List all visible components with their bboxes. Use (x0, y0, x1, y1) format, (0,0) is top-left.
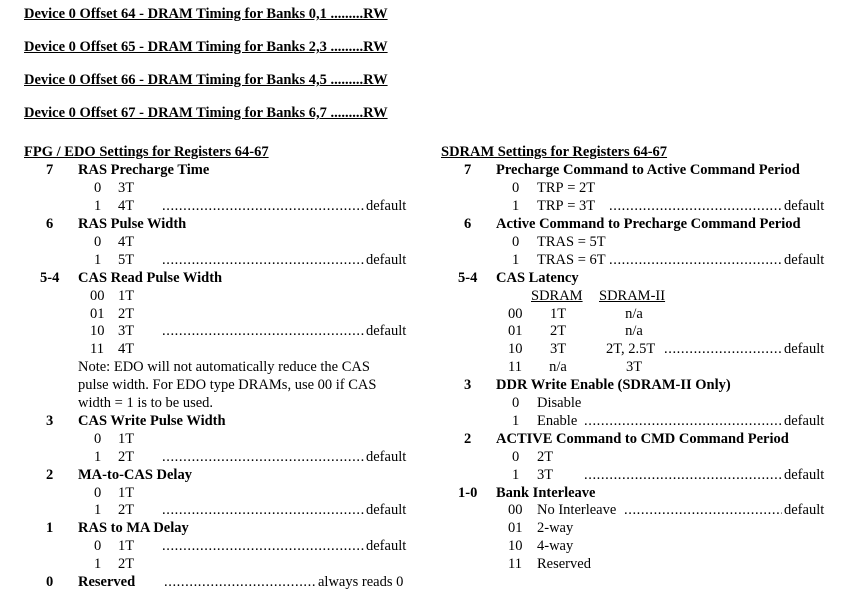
note-line: width = 1 is to be used. (78, 395, 214, 411)
option-code: 01 (508, 323, 523, 339)
bit-name: RAS Precharge Time (78, 162, 210, 178)
option-code: 1 (512, 198, 520, 214)
dot-leader (162, 323, 365, 340)
option-code: 10 (508, 538, 523, 554)
option-code: 0 (94, 538, 102, 554)
sdram-ii-value: 3T (625, 359, 643, 375)
sdram-value: 1T (549, 306, 567, 322)
register-header-64: Device 0 Offset 64 - DRAM Timing for Banks 0,1 .........RW (24, 6, 388, 22)
dot-leader (162, 198, 365, 215)
sdram-ii-value: n/a (625, 306, 643, 322)
option-code: 01 (508, 520, 523, 536)
bit-name: ACTIVE Command to CMD Command Period (496, 431, 789, 447)
option-code: 1 (94, 252, 102, 268)
column-header-sdram: SDRAM (531, 288, 583, 304)
sdram-section-title: SDRAM Settings for Registers 64-67 (441, 144, 668, 160)
option-value: 1T (118, 431, 135, 447)
option-code: 1 (94, 198, 102, 214)
option-value: 3T (118, 180, 135, 196)
option-code: 1 (94, 449, 102, 465)
option-code: 00 (90, 288, 105, 304)
default-marker: default (366, 502, 407, 518)
default-marker: default (366, 252, 407, 268)
register-header-67: Device 0 Offset 67 - DRAM Timing for Banks 6,7 .........RW (24, 105, 388, 121)
bit-number: 7 (464, 162, 472, 178)
option-value: 3T (118, 323, 135, 339)
option-value: TRAS = 6T (537, 252, 606, 268)
option-value: No Interleave (537, 502, 617, 518)
option-value: 2T (118, 556, 135, 572)
default-marker: default (784, 252, 825, 268)
option-value: Enable (537, 413, 578, 429)
bit-number: 0 (46, 574, 54, 590)
bit-name: RAS to MA Delay (78, 520, 189, 536)
option-value: 1T (118, 538, 135, 554)
bit-name: DDR Write Enable (SDRAM-II Only) (496, 377, 731, 393)
option-value: 2T (537, 449, 554, 465)
option-value: TRP = 3T (537, 198, 596, 214)
option-code: 1 (512, 467, 520, 483)
sdram-value: n/a (549, 359, 567, 375)
bit-number: 6 (46, 216, 54, 232)
default-marker: default (366, 538, 407, 554)
option-value: 4T (118, 341, 135, 357)
bit-number: 6 (464, 216, 472, 232)
option-code: 0 (512, 234, 520, 250)
option-value: 2T (118, 449, 135, 465)
dot-leader (584, 467, 782, 484)
bit-number: 7 (46, 162, 54, 178)
register-header-65: Device 0 Offset 65 - DRAM Timing for Banks 2,3 .........RW (24, 39, 388, 55)
dot-leader (664, 341, 782, 358)
sdram-value: 3T (549, 341, 567, 357)
default-marker: default (784, 413, 825, 429)
option-value: 4T (118, 198, 135, 214)
default-marker: default (366, 323, 407, 339)
register-header-66: Device 0 Offset 66 - DRAM Timing for Banks 4,5 .........RW (24, 72, 388, 88)
option-code: 1 (94, 556, 102, 572)
dot-leader (162, 449, 365, 466)
option-value: Disable (537, 395, 582, 411)
option-value: TRP = 2T (537, 180, 596, 196)
always-reads-note: always reads 0 (318, 574, 404, 590)
option-value: 1T (118, 288, 135, 304)
option-value: 4T (118, 234, 135, 250)
option-code: 1 (94, 502, 102, 518)
bit-number: 2 (46, 467, 54, 483)
bit-number: 3 (46, 413, 54, 429)
option-code: 01 (90, 306, 105, 322)
bit-number: 5-4 (40, 270, 60, 286)
option-code: 11 (90, 341, 104, 357)
column-header-sdram-ii: SDRAM-II (599, 288, 666, 304)
bit-number: 3 (464, 377, 472, 393)
sdram-value: 2T (549, 323, 567, 339)
option-value: 5T (118, 252, 135, 268)
bit-name: MA-to-CAS Delay (78, 467, 192, 483)
fpg-edo-section-title: FPG / EDO Settings for Registers 64-67 (24, 144, 269, 160)
sdram-ii-value: n/a (625, 323, 643, 339)
bit-name: CAS Write Pulse Width (78, 413, 226, 429)
dot-leader (164, 574, 316, 591)
option-code: 11 (508, 359, 522, 375)
bit-number: 2 (464, 431, 472, 447)
option-value: 2-way (537, 520, 574, 536)
note-line: pulse width. For EDO type DRAMs, use 00 if CAS (78, 377, 377, 393)
option-value: 4-way (537, 538, 574, 554)
default-marker: default (366, 449, 407, 465)
option-code: 10 (508, 341, 523, 357)
bit-name: RAS Pulse Width (78, 216, 187, 232)
note-line: Note: EDO will not automatically reduce the CAS (78, 359, 370, 375)
option-code: 0 (94, 485, 102, 501)
dot-leader (162, 538, 365, 555)
option-code: 0 (512, 449, 520, 465)
dot-leader (162, 502, 365, 519)
option-value: 3T (537, 467, 554, 483)
default-marker: default (784, 341, 825, 357)
bit-number: 1 (46, 520, 54, 536)
bit-number: 1-0 (458, 485, 478, 501)
option-code: 0 (94, 234, 102, 250)
option-code: 1 (512, 413, 520, 429)
bit-number: 5-4 (458, 270, 478, 286)
bit-name: Reserved (78, 574, 136, 590)
option-value: 2T (118, 502, 135, 518)
bit-name: Precharge Command to Active Command Period (496, 162, 800, 178)
dot-leader (609, 252, 782, 269)
option-code: 1 (512, 252, 520, 268)
option-code: 11 (508, 556, 522, 572)
default-marker: default (784, 198, 825, 214)
sdram-ii-value: 2T, 2.5T (606, 341, 656, 357)
bit-name: CAS Read Pulse Width (78, 270, 223, 286)
option-code: 0 (94, 180, 102, 196)
default-marker: default (366, 198, 407, 214)
dot-leader (624, 502, 782, 519)
dot-leader (584, 413, 782, 430)
option-value: 2T (118, 306, 135, 322)
dot-leader (609, 198, 782, 215)
bit-name: CAS Latency (496, 270, 579, 286)
dot-leader (162, 252, 365, 269)
default-marker: default (784, 502, 825, 518)
option-value: 1T (118, 485, 135, 501)
option-code: 00 (508, 306, 523, 322)
bit-name: Active Command to Precharge Command Period (496, 216, 801, 232)
option-value: TRAS = 5T (537, 234, 606, 250)
option-code: 00 (508, 502, 523, 518)
default-marker: default (784, 467, 825, 483)
option-code: 0 (512, 395, 520, 411)
bit-name: Bank Interleave (496, 485, 596, 501)
option-code: 0 (94, 431, 102, 447)
option-value: Reserved (537, 556, 591, 572)
option-code: 10 (90, 323, 105, 339)
option-code: 0 (512, 180, 520, 196)
